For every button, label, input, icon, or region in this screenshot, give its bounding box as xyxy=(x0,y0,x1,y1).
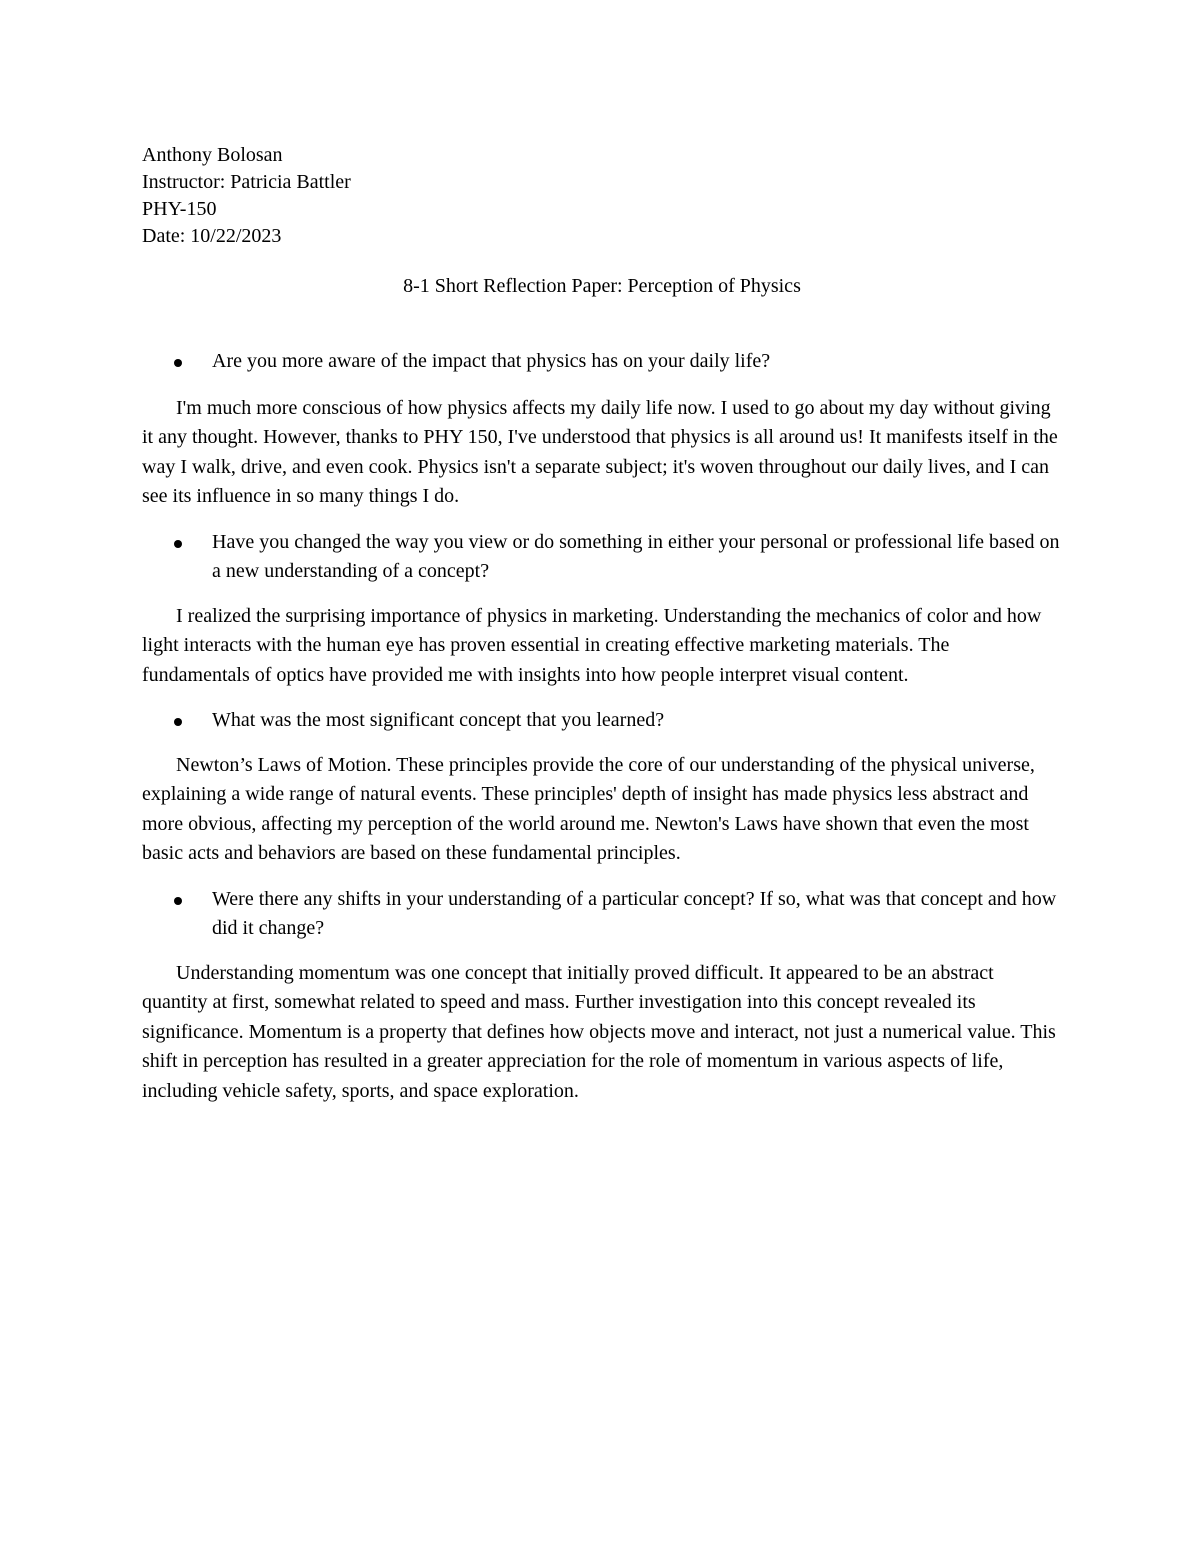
question-4-text: Were there any shifts in your understanding of a particular concept? If so, what was that concept and how did it change? xyxy=(212,887,1057,939)
answer-1: I'm much more conscious of how physics affects my daily life now. I used to go about my day without giving it any thought. However, thanks to PHY 150, I've understood that physics is all around us! It manifests itself in the way I walk, drive, and even cook. Physics isn't a separate subject; it's woven throughout our daily lives, and I can see its influence in so many things I do. xyxy=(142,396,1058,507)
question-1-text: Are you more aware of the impact that physics has on your daily life? xyxy=(212,350,771,372)
bullet-icon xyxy=(174,897,182,905)
question-2-text: Have you changed the way you view or do something in either your personal or professional life based on a new understanding of a concept? xyxy=(212,530,1060,582)
header-block xyxy=(142,142,1062,250)
paper-title: 8-1 Short Reflection Paper: Perception of Physics xyxy=(403,275,801,297)
answer-3: Newton’s Laws of Motion. These principles provide the core of our understanding of the physical universe, explaining a wide range of natural events. These principles' depth of insight has made physics less abstract and more obvious, affecting my perception of the world around me. Newton's Laws have shown that even the most basic acts and behaviors are based on these fundamental principles. xyxy=(142,753,1035,864)
date-line: Date: 10/22/2023 xyxy=(142,225,282,247)
question-2 xyxy=(142,528,1062,587)
question-3 xyxy=(142,706,1062,736)
question-4 xyxy=(142,885,1062,944)
bullet-icon xyxy=(174,540,182,548)
bullet-icon xyxy=(174,718,182,726)
instructor-line: Instructor: Patricia Battler xyxy=(142,171,351,193)
bullet-icon xyxy=(174,359,182,367)
answer-4: Understanding momentum was one concept that initially proved difficult. It appeared to be an abstract quantity at first, somewhat related to speed and mass. Further investigation into this concept revealed its significance. Momentum is a property that defines how objects move and interact, not just a numerical value. This shift in perception has resulted in a greater appreciation for the role of momentum in various aspects of life, including vehicle safety, sports, and space exploration. xyxy=(142,961,1056,1102)
question-3-text: What was the most significant concept that you learned? xyxy=(212,709,665,731)
author-name: Anthony Bolosan xyxy=(142,144,283,166)
document-body xyxy=(142,142,1062,1106)
course-code: PHY-150 xyxy=(142,198,217,220)
answer-2: I realized the surprising importance of physics in marketing. Understanding the mechanics of color and how light interacts with the human eye has proven essential in creating effective marketing materials. The fundamentals of optics have provided me with insights into how people interpret visual content. xyxy=(142,604,1042,686)
question-1 xyxy=(142,347,1062,377)
